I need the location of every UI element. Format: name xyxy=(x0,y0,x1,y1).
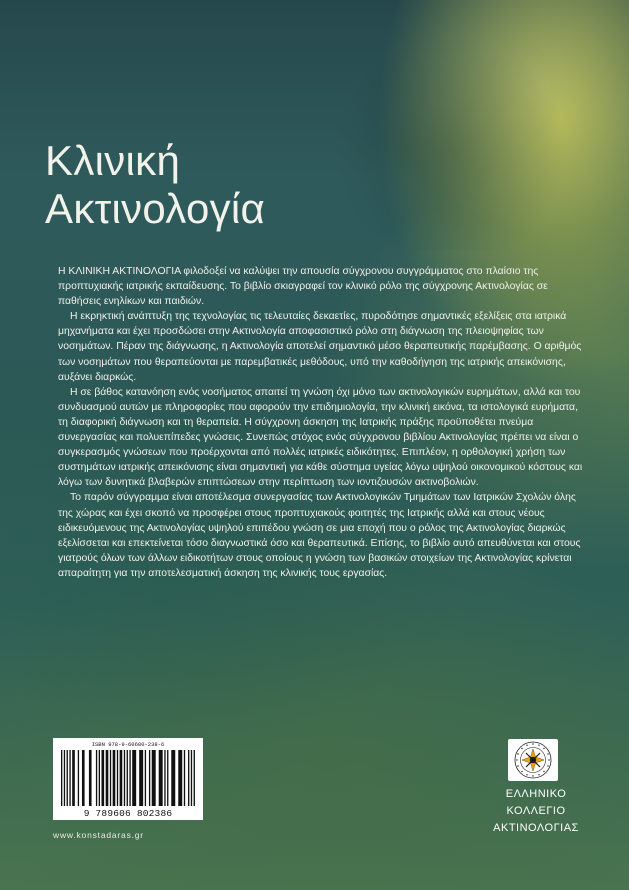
barcode-bars-icon xyxy=(61,750,195,806)
isbn-label: ISBN 978-9-60680-238-6 xyxy=(91,741,165,748)
barcode-bar xyxy=(110,750,111,806)
barcode-bar xyxy=(164,750,165,806)
barcode-bar xyxy=(69,750,70,806)
isbn-digits: 9 789606 802386 xyxy=(83,808,173,819)
college-name-line-3: ΑΚΤΙΝΟΛΟΓΙΑΣ xyxy=(493,822,579,834)
college-name xyxy=(486,786,586,837)
barcode-bar xyxy=(178,750,182,806)
blurb-text xyxy=(58,264,586,581)
barcode-bar xyxy=(145,750,146,806)
barcode-bar xyxy=(99,750,100,806)
barcode-bar xyxy=(61,750,62,806)
barcode-bar xyxy=(191,750,192,806)
barcode-bar xyxy=(152,750,156,806)
barcode-bar xyxy=(101,750,104,806)
barcode-bar xyxy=(106,750,109,806)
barcode-bar xyxy=(129,750,130,806)
blurb-paragraph-2: Η εκρηκτική ανάπτυξη της τεχνολογίας τις τελευταίες δεκαετίες, πυροδότησε σημαντικές εξελίξεις στα ιατρικά μηχανήματα και έχει προσδώσει στην Ακτινολογία αποφασιστικό ρόλο στη διάγνωση της πλειοψηφίας των νοσημάτων. Πέραν της διάγνωσης, η Ακτινολογία αποτελεί σημαντικό μέσο θεραπευτικής παρέμβασης. Ο αριθμός των νοσημάτων που θεραπεύονται με παρεμβατικές μεθόδους, υπό την καθοδήγηση της ιατρικής απεικόνισης, αυξάνει διαρκώς. xyxy=(58,311,582,383)
barcode-bar xyxy=(120,750,123,806)
college-name-line-2: ΚΟΛΛΕΓΙΟ xyxy=(506,805,566,817)
barcode-bar xyxy=(124,750,125,806)
barcode-bar xyxy=(67,750,68,806)
book-title-line-1: Κλινική xyxy=(45,137,181,184)
barcode-bar xyxy=(139,750,143,806)
barcode-bar xyxy=(167,750,168,806)
barcode-bar xyxy=(171,750,175,806)
barcode-bar xyxy=(188,750,189,806)
blurb-paragraph-4: Το παρόν σύγγραμμα είναι αποτέλεσμα συνεργασίας των Ακτινολογικών Τμημάτων των Ιατρικών Σχολών όλης της χώρας και έχει σκοπό να προσφέρει στους προπτυχιακούς φοιτητές της Ιατρικής αλλά και στους νέους ειδικευόμενους της Ακτινολογίας υψηλού επιπέδου γνώση σε μια εποχή που ο ρόλος της Ακτινολογίας διαρκώς εξελίσσεται και επεκτείνεται τόσο διαγνωστικά όσο και θεραπευτικά. Επίσης, το βιβλίο αυτό απευθύνεται και στους γιατρούς όλων των άλλων ειδικοτήτων στους οποίους η γνώση των βασικών στοιχείων της Ακτινολογίας κρίνεται απαραίτητη για την αποτελεσματική άσκηση της κλινικής τους εργασίας. xyxy=(58,492,581,579)
publisher-website: www.konstadaras.gr xyxy=(53,830,144,840)
barcode-bar xyxy=(96,750,97,806)
barcode-bar xyxy=(89,750,92,806)
barcode-bar xyxy=(159,750,163,806)
radiology-college-emblem-icon xyxy=(508,739,558,781)
barcode-bar xyxy=(127,750,128,806)
blurb-paragraph-3: Η σε βάθος κατανόηση ενός νοσήματος απαιτεί τη γνώση όχι μόνο των ακτινολογικών ευρημάτων, αλλά και του συνδυασμού αυτών με πληροφορίες που αφορούν την επιδημιολογία, την κλινική εικόνα, τα ιστολογικά ευρήματα, τη διαφορική διάγνωση και τη θεραπεία. Η σύγχρονη άσκηση της Ιατρικής πράξης προϋποθέτει πνεύμα συνεργασίας και πολυεπίπεδες γνώσεις. Συνεπώς στόχος ενός σύγχρονου βιβλίου Ακτινολογίας πρέπει να είναι ο συγκερασμός γνώσεων που προέρχονται από πολλές ιατρικές ειδικότητες. Επιπλέον, η ορθολογική χρήση των συστημάτων ιατρικής απεικόνισης είναι σημαντική για κάθε σύστημα υγείας λόγω υψηλού οικονομικού κόστους και λόγω των δυνητικά βλαβερών επιπτώσεων στην περίπτωση των ιοντιζουσών ακτινοβολιών. xyxy=(58,386,583,489)
barcode-bar xyxy=(64,750,65,806)
book-title-line-2: Ακτινολογία xyxy=(45,185,266,232)
barcode-bar xyxy=(194,750,195,806)
barcode-bar xyxy=(132,750,136,806)
college-name-line-1: ΕΛΛΗΝΙΚΟ xyxy=(505,788,567,800)
barcode-bar xyxy=(72,750,75,806)
xray-background-image xyxy=(330,0,629,250)
isbn-barcode xyxy=(53,738,203,820)
barcode-bar xyxy=(78,750,79,806)
barcode-bar xyxy=(113,750,116,806)
barcode-bar xyxy=(149,750,150,806)
barcode-bar xyxy=(117,750,118,806)
book-title xyxy=(45,137,265,233)
blurb-paragraph-1: Η ΚΛΙΝΙΚΗ ΑΚΤΙΝΟΛΟΓΙΑ φιλοδοξεί να καλύψει την απουσία σύγχρονου συγγράμματος στο πλαίσιο της προπτυχιακής ιατρικής εκπαίδευσης. Το βιβλίο σκιαγραφεί τον κλινικό ρόλο της σύγχρονης Ακτινολογίας σε παθήσεις ενηλίκων και παιδιών. xyxy=(58,266,548,308)
barcode-bar xyxy=(82,750,85,806)
barcode-bar xyxy=(184,750,185,806)
